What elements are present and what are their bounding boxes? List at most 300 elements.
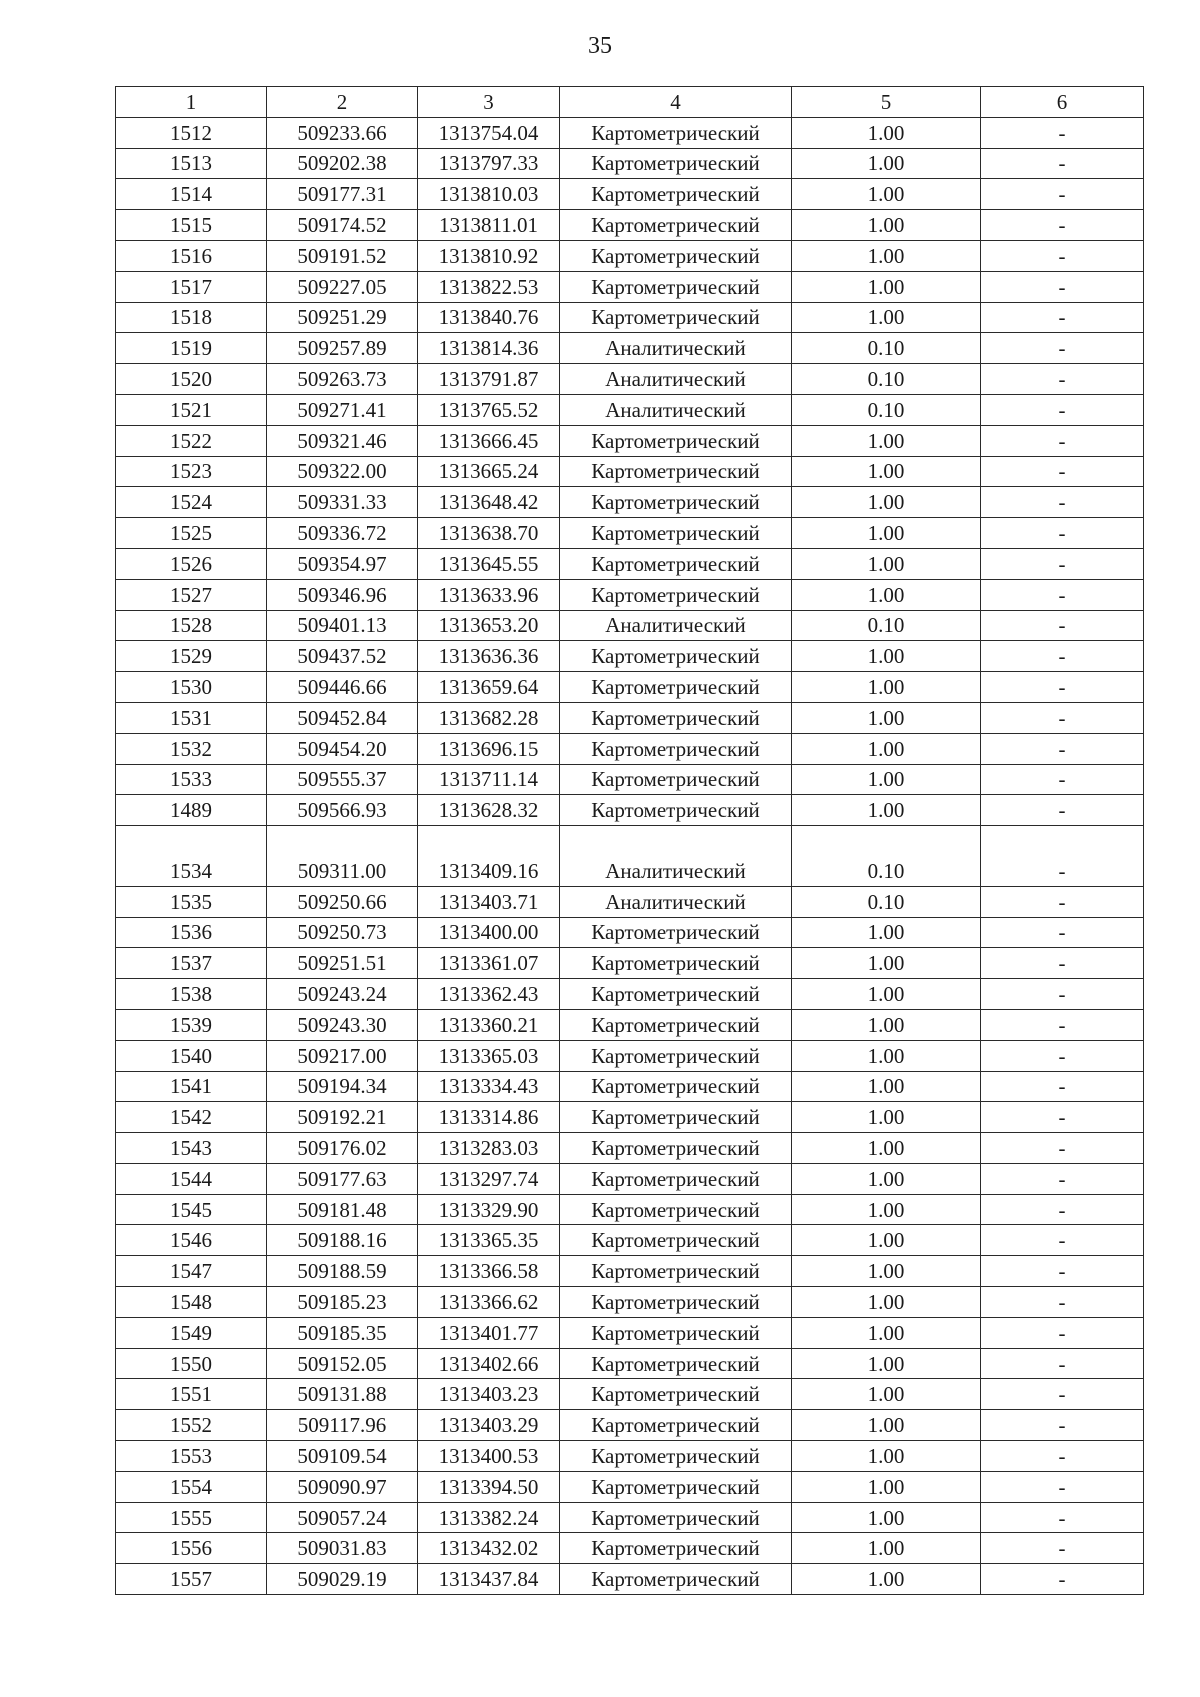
table-cell: Картометрический bbox=[560, 1533, 792, 1564]
table-cell: 0.10 bbox=[792, 856, 981, 886]
table-cell: 1554 bbox=[116, 1471, 267, 1502]
table-row bbox=[116, 1471, 1144, 1502]
table-cell: 1313765.52 bbox=[418, 394, 560, 425]
table-cell: 1.00 bbox=[792, 702, 981, 733]
table-cell: 0.10 bbox=[792, 394, 981, 425]
table-cell: - bbox=[981, 1009, 1144, 1040]
table-row bbox=[116, 1379, 1144, 1410]
table-cell: 1313400.00 bbox=[418, 917, 560, 948]
table-cell: Картометрический bbox=[560, 1163, 792, 1194]
table-cell: 509321.46 bbox=[267, 425, 418, 456]
table-cell: 1531 bbox=[116, 702, 267, 733]
table-cell: 1313840.76 bbox=[418, 302, 560, 333]
table-cell: 1.00 bbox=[792, 117, 981, 148]
table-cell: Аналитический bbox=[560, 394, 792, 425]
table-row bbox=[116, 1194, 1144, 1225]
table-cell: Картометрический bbox=[560, 1317, 792, 1348]
table-cell: 1.00 bbox=[792, 1287, 981, 1318]
empty-cell bbox=[418, 826, 560, 856]
table-row bbox=[116, 394, 1144, 425]
page-number: 35 bbox=[588, 33, 612, 59]
table-cell: - bbox=[981, 1502, 1144, 1533]
table-cell: 0.10 bbox=[792, 886, 981, 917]
table-cell: - bbox=[981, 148, 1144, 179]
table-cell: 1542 bbox=[116, 1102, 267, 1133]
table-cell: 1521 bbox=[116, 394, 267, 425]
table-row bbox=[116, 240, 1144, 271]
table-cell: 1547 bbox=[116, 1256, 267, 1287]
table-cell: 1313361.07 bbox=[418, 948, 560, 979]
table-cell: 1313314.86 bbox=[418, 1102, 560, 1133]
table-cell: - bbox=[981, 948, 1144, 979]
table-row bbox=[116, 795, 1144, 826]
table-cell: 509152.05 bbox=[267, 1348, 418, 1379]
table-cell: 509437.52 bbox=[267, 641, 418, 672]
table-cell: Картометрический bbox=[560, 1102, 792, 1133]
table-cell: 1313329.90 bbox=[418, 1194, 560, 1225]
table-cell: Картометрический bbox=[560, 518, 792, 549]
empty-cell bbox=[792, 826, 981, 856]
table-row bbox=[116, 917, 1144, 948]
table-cell: Аналитический bbox=[560, 333, 792, 364]
table-cell: 1513 bbox=[116, 148, 267, 179]
table-cell: 1526 bbox=[116, 548, 267, 579]
table-cell: 1514 bbox=[116, 179, 267, 210]
table-cell: 1.00 bbox=[792, 917, 981, 948]
table-cell: 1.00 bbox=[792, 1564, 981, 1595]
table-cell: 1527 bbox=[116, 579, 267, 610]
table-cell: 1.00 bbox=[792, 1102, 981, 1133]
table-cell: 0.10 bbox=[792, 333, 981, 364]
empty-cell bbox=[560, 826, 792, 856]
table-cell: 509233.66 bbox=[267, 117, 418, 148]
table-cell: 1537 bbox=[116, 948, 267, 979]
table-cell: 509322.00 bbox=[267, 456, 418, 487]
table-cell: 1555 bbox=[116, 1502, 267, 1533]
table-cell: 1313365.03 bbox=[418, 1040, 560, 1071]
table-cell: - bbox=[981, 1256, 1144, 1287]
table-cell: 1.00 bbox=[792, 1379, 981, 1410]
table-cell: 509188.16 bbox=[267, 1225, 418, 1256]
table-cell: 1313633.96 bbox=[418, 579, 560, 610]
column-header: 1 bbox=[116, 87, 267, 118]
table-cell: Картометрический bbox=[560, 1348, 792, 1379]
table-cell: 1543 bbox=[116, 1133, 267, 1164]
table-cell: 1530 bbox=[116, 672, 267, 703]
table-cell: 1313382.24 bbox=[418, 1502, 560, 1533]
table-cell: - bbox=[981, 179, 1144, 210]
table-cell: 509331.33 bbox=[267, 487, 418, 518]
table-cell: - bbox=[981, 210, 1144, 241]
table-cell: 509263.73 bbox=[267, 364, 418, 395]
table-cell: Картометрический bbox=[560, 117, 792, 148]
table-row bbox=[116, 764, 1144, 795]
table-cell: Картометрический bbox=[560, 979, 792, 1010]
table-cell: 509250.66 bbox=[267, 886, 418, 917]
table-cell: Аналитический bbox=[560, 364, 792, 395]
table-cell: 509566.93 bbox=[267, 795, 418, 826]
table-cell: Картометрический bbox=[560, 764, 792, 795]
table-cell: 1.00 bbox=[792, 487, 981, 518]
table-cell: 509131.88 bbox=[267, 1379, 418, 1410]
table-cell: - bbox=[981, 548, 1144, 579]
table-cell: 1557 bbox=[116, 1564, 267, 1595]
table-cell: 1.00 bbox=[792, 179, 981, 210]
table-cell: - bbox=[981, 579, 1144, 610]
table-cell: - bbox=[981, 1410, 1144, 1441]
table-cell: 1.00 bbox=[792, 1348, 981, 1379]
table-cell: Картометрический bbox=[560, 210, 792, 241]
table-cell: - bbox=[981, 487, 1144, 518]
table-cell: 1313283.03 bbox=[418, 1133, 560, 1164]
table-cell: Картометрический bbox=[560, 1071, 792, 1102]
table-cell: 1313409.16 bbox=[418, 856, 560, 886]
table-cell: 1517 bbox=[116, 271, 267, 302]
table-cell: Картометрический bbox=[560, 1471, 792, 1502]
table-cell: 1.00 bbox=[792, 764, 981, 795]
table-cell: Картометрический bbox=[560, 240, 792, 271]
table-cell: - bbox=[981, 672, 1144, 703]
column-header: 2 bbox=[267, 87, 418, 118]
table-cell: Картометрический bbox=[560, 302, 792, 333]
table-cell: 1.00 bbox=[792, 1040, 981, 1071]
table-cell: - bbox=[981, 456, 1144, 487]
table-cell: 509555.37 bbox=[267, 764, 418, 795]
table-cell: 1313362.43 bbox=[418, 979, 560, 1010]
table-cell: 1512 bbox=[116, 117, 267, 148]
table-cell: Картометрический bbox=[560, 1287, 792, 1318]
table-row bbox=[116, 210, 1144, 241]
table-cell: 1552 bbox=[116, 1410, 267, 1441]
table-cell: 509177.31 bbox=[267, 179, 418, 210]
table-cell: - bbox=[981, 917, 1144, 948]
table-cell: - bbox=[981, 610, 1144, 641]
table-cell: 1515 bbox=[116, 210, 267, 241]
table-cell: - bbox=[981, 1225, 1144, 1256]
table-cell: 1.00 bbox=[792, 518, 981, 549]
table-cell: - bbox=[981, 302, 1144, 333]
table-cell: - bbox=[981, 425, 1144, 456]
table-cell: - bbox=[981, 1379, 1144, 1410]
table-cell: 1313403.71 bbox=[418, 886, 560, 917]
table-row bbox=[116, 641, 1144, 672]
table-cell: - bbox=[981, 856, 1144, 886]
table-cell: 1.00 bbox=[792, 641, 981, 672]
table-row bbox=[116, 948, 1144, 979]
table-cell: - bbox=[981, 795, 1144, 826]
table-cell: 1535 bbox=[116, 886, 267, 917]
table-cell: 1539 bbox=[116, 1009, 267, 1040]
table-cell: 509251.29 bbox=[267, 302, 418, 333]
table-row bbox=[116, 333, 1144, 364]
table-cell: 509271.41 bbox=[267, 394, 418, 425]
table-cell: 1313400.53 bbox=[418, 1441, 560, 1472]
table-cell: Аналитический bbox=[560, 610, 792, 641]
table-cell: - bbox=[981, 117, 1144, 148]
table-cell: 1313360.21 bbox=[418, 1009, 560, 1040]
table-cell: - bbox=[981, 1102, 1144, 1133]
table-row bbox=[116, 1564, 1144, 1595]
table-cell: 1313638.70 bbox=[418, 518, 560, 549]
table-row bbox=[116, 672, 1144, 703]
table-cell: Картометрический bbox=[560, 1194, 792, 1225]
table-cell: 1313711.14 bbox=[418, 764, 560, 795]
table-cell: 1.00 bbox=[792, 1410, 981, 1441]
table-cell: 1546 bbox=[116, 1225, 267, 1256]
table-cell: 509194.34 bbox=[267, 1071, 418, 1102]
table-cell: - bbox=[981, 1441, 1144, 1472]
table-cell: 1313366.62 bbox=[418, 1287, 560, 1318]
table-cell: - bbox=[981, 1287, 1144, 1318]
table-cell: 509109.54 bbox=[267, 1441, 418, 1472]
table-cell: - bbox=[981, 1348, 1144, 1379]
table-cell: Картометрический bbox=[560, 1040, 792, 1071]
table-cell: 1313696.15 bbox=[418, 733, 560, 764]
table-cell: 1.00 bbox=[792, 1317, 981, 1348]
table-row bbox=[116, 1225, 1144, 1256]
table-row bbox=[116, 1533, 1144, 1564]
table-cell: Картометрический bbox=[560, 641, 792, 672]
table-cell: - bbox=[981, 1471, 1144, 1502]
table-cell: 1313653.20 bbox=[418, 610, 560, 641]
table-cell: Картометрический bbox=[560, 1502, 792, 1533]
table-cell: 1.00 bbox=[792, 1502, 981, 1533]
table-cell: 1.00 bbox=[792, 979, 981, 1010]
table-row bbox=[116, 1287, 1144, 1318]
table-cell: Картометрический bbox=[560, 1133, 792, 1164]
table-row bbox=[116, 1133, 1144, 1164]
table-cell: 1.00 bbox=[792, 240, 981, 271]
table-cell: 1313665.24 bbox=[418, 456, 560, 487]
table-cell: 1313682.28 bbox=[418, 702, 560, 733]
table-cell: 1.00 bbox=[792, 1471, 981, 1502]
table-cell: 1313437.84 bbox=[418, 1564, 560, 1595]
table-row bbox=[116, 425, 1144, 456]
table-row bbox=[116, 1009, 1144, 1040]
table-row bbox=[116, 1071, 1144, 1102]
table-cell: 1.00 bbox=[792, 1071, 981, 1102]
table-cell: 1534 bbox=[116, 856, 267, 886]
table-cell: 509452.84 bbox=[267, 702, 418, 733]
table-cell: 1313791.87 bbox=[418, 364, 560, 395]
table-cell: 1551 bbox=[116, 1379, 267, 1410]
table-cell: 509257.89 bbox=[267, 333, 418, 364]
table-cell: Аналитический bbox=[560, 856, 792, 886]
table-row bbox=[116, 1163, 1144, 1194]
table-cell: 509174.52 bbox=[267, 210, 418, 241]
table-cell: 1544 bbox=[116, 1163, 267, 1194]
table-row bbox=[116, 302, 1144, 333]
table-cell: 1545 bbox=[116, 1194, 267, 1225]
table-cell: - bbox=[981, 240, 1144, 271]
table-cell: Картометрический bbox=[560, 702, 792, 733]
empty-cell bbox=[981, 826, 1144, 856]
table-cell: 1.00 bbox=[792, 425, 981, 456]
table-cell: - bbox=[981, 641, 1144, 672]
table-cell: 509057.24 bbox=[267, 1502, 418, 1533]
table-cell: 1313402.66 bbox=[418, 1348, 560, 1379]
table-cell: - bbox=[981, 271, 1144, 302]
table-cell: Картометрический bbox=[560, 271, 792, 302]
table-row bbox=[116, 1502, 1144, 1533]
table-cell: 1.00 bbox=[792, 210, 981, 241]
table-cell: Картометрический bbox=[560, 1256, 792, 1287]
table-cell: Картометрический bbox=[560, 425, 792, 456]
blank-separator-row bbox=[116, 826, 1144, 856]
table-cell: - bbox=[981, 886, 1144, 917]
table-cell: 1313636.36 bbox=[418, 641, 560, 672]
table-cell: Картометрический bbox=[560, 948, 792, 979]
table-cell: Картометрический bbox=[560, 148, 792, 179]
table-cell: 1.00 bbox=[792, 948, 981, 979]
table-cell: 1.00 bbox=[792, 1009, 981, 1040]
table-cell: - bbox=[981, 702, 1144, 733]
table-cell: 1.00 bbox=[792, 1194, 981, 1225]
table-cell: 1313797.33 bbox=[418, 148, 560, 179]
table-cell: 1313365.35 bbox=[418, 1225, 560, 1256]
table-cell: - bbox=[981, 518, 1144, 549]
table-cell: - bbox=[981, 1533, 1144, 1564]
table-cell: 1.00 bbox=[792, 302, 981, 333]
table-cell: 509446.66 bbox=[267, 672, 418, 703]
table-row bbox=[116, 1348, 1144, 1379]
table-row bbox=[116, 979, 1144, 1010]
table-cell: 1541 bbox=[116, 1071, 267, 1102]
table-cell: 1313754.04 bbox=[418, 117, 560, 148]
table-cell: 1525 bbox=[116, 518, 267, 549]
table-cell: Картометрический bbox=[560, 795, 792, 826]
table-cell: - bbox=[981, 333, 1144, 364]
table-cell: 509311.00 bbox=[267, 856, 418, 886]
column-header: 4 bbox=[560, 87, 792, 118]
table-cell: 509346.96 bbox=[267, 579, 418, 610]
table-cell: 1.00 bbox=[792, 1133, 981, 1164]
table-cell: 1313810.92 bbox=[418, 240, 560, 271]
table-cell: 1523 bbox=[116, 456, 267, 487]
table-cell: 509117.96 bbox=[267, 1410, 418, 1441]
empty-cell bbox=[267, 826, 418, 856]
table-cell: 1553 bbox=[116, 1441, 267, 1472]
table-cell: Картометрический bbox=[560, 1009, 792, 1040]
table-cell: - bbox=[981, 764, 1144, 795]
table-row bbox=[116, 1410, 1144, 1441]
table-cell: - bbox=[981, 733, 1144, 764]
table-cell: 1533 bbox=[116, 764, 267, 795]
table-row bbox=[116, 487, 1144, 518]
table-cell: 1.00 bbox=[792, 672, 981, 703]
table-row bbox=[116, 364, 1144, 395]
table-cell: - bbox=[981, 1071, 1144, 1102]
table-row bbox=[116, 702, 1144, 733]
table-header-row bbox=[116, 87, 1144, 118]
column-header: 3 bbox=[418, 87, 560, 118]
table-cell: 1313822.53 bbox=[418, 271, 560, 302]
table-cell: 1313334.43 bbox=[418, 1071, 560, 1102]
table-cell: 1.00 bbox=[792, 271, 981, 302]
table-row bbox=[116, 1317, 1144, 1348]
table-cell: 509191.52 bbox=[267, 240, 418, 271]
table-cell: Картометрический bbox=[560, 1441, 792, 1472]
table-cell: Картометрический bbox=[560, 1410, 792, 1441]
table-cell: 1556 bbox=[116, 1533, 267, 1564]
table-cell: 1313394.50 bbox=[418, 1471, 560, 1502]
table-cell: 1.00 bbox=[792, 148, 981, 179]
table-row bbox=[116, 117, 1144, 148]
coordinates-table bbox=[115, 86, 1144, 1595]
table-cell: 1.00 bbox=[792, 1441, 981, 1472]
table-row bbox=[116, 1441, 1144, 1472]
table-row bbox=[116, 856, 1144, 886]
table-cell: 1550 bbox=[116, 1348, 267, 1379]
table-cell: 1313645.55 bbox=[418, 548, 560, 579]
table-row bbox=[116, 733, 1144, 764]
table-cell: 509192.21 bbox=[267, 1102, 418, 1133]
table-cell: 1548 bbox=[116, 1287, 267, 1318]
table-cell: 1.00 bbox=[792, 795, 981, 826]
table-row bbox=[116, 610, 1144, 641]
table-row bbox=[116, 886, 1144, 917]
table-row bbox=[116, 179, 1144, 210]
table-cell: Картометрический bbox=[560, 733, 792, 764]
table-cell: 1.00 bbox=[792, 1533, 981, 1564]
table-cell: - bbox=[981, 979, 1144, 1010]
table-cell: 509217.00 bbox=[267, 1040, 418, 1071]
table-cell: 509181.48 bbox=[267, 1194, 418, 1225]
table-cell: - bbox=[981, 1564, 1144, 1595]
table-cell: - bbox=[981, 394, 1144, 425]
table-cell: 509176.02 bbox=[267, 1133, 418, 1164]
table-cell: - bbox=[981, 1040, 1144, 1071]
table-cell: Картометрический bbox=[560, 456, 792, 487]
table-cell: 509251.51 bbox=[267, 948, 418, 979]
table-cell: Картометрический bbox=[560, 548, 792, 579]
table-row bbox=[116, 518, 1144, 549]
table-cell: 0.10 bbox=[792, 364, 981, 395]
table-cell: 1524 bbox=[116, 487, 267, 518]
table-cell: 1519 bbox=[116, 333, 267, 364]
table-cell: Картометрический bbox=[560, 1379, 792, 1410]
table-cell: Картометрический bbox=[560, 672, 792, 703]
table-cell: Картометрический bbox=[560, 917, 792, 948]
table-cell: 509177.63 bbox=[267, 1163, 418, 1194]
table-cell: 509454.20 bbox=[267, 733, 418, 764]
table-cell: Картометрический bbox=[560, 179, 792, 210]
table-cell: 509185.23 bbox=[267, 1287, 418, 1318]
table-cell: 1313401.77 bbox=[418, 1317, 560, 1348]
table-row bbox=[116, 579, 1144, 610]
table-cell: 509029.19 bbox=[267, 1564, 418, 1595]
table-cell: 1313814.36 bbox=[418, 333, 560, 364]
table-cell: 1313366.58 bbox=[418, 1256, 560, 1287]
table-cell: 1518 bbox=[116, 302, 267, 333]
table-cell: 1549 bbox=[116, 1317, 267, 1348]
table-cell: 509243.30 bbox=[267, 1009, 418, 1040]
column-header: 5 bbox=[792, 87, 981, 118]
table-cell: 1540 bbox=[116, 1040, 267, 1071]
table-cell: 509401.13 bbox=[267, 610, 418, 641]
empty-cell bbox=[116, 826, 267, 856]
table-row bbox=[116, 1102, 1144, 1133]
table-cell: 509336.72 bbox=[267, 518, 418, 549]
table-cell: 1529 bbox=[116, 641, 267, 672]
table-cell: 509202.38 bbox=[267, 148, 418, 179]
table-cell: 1313297.74 bbox=[418, 1163, 560, 1194]
column-header: 6 bbox=[981, 87, 1144, 118]
table-cell: 1536 bbox=[116, 917, 267, 948]
table-cell: - bbox=[981, 1317, 1144, 1348]
table-cell: 1520 bbox=[116, 364, 267, 395]
table-row bbox=[116, 271, 1144, 302]
